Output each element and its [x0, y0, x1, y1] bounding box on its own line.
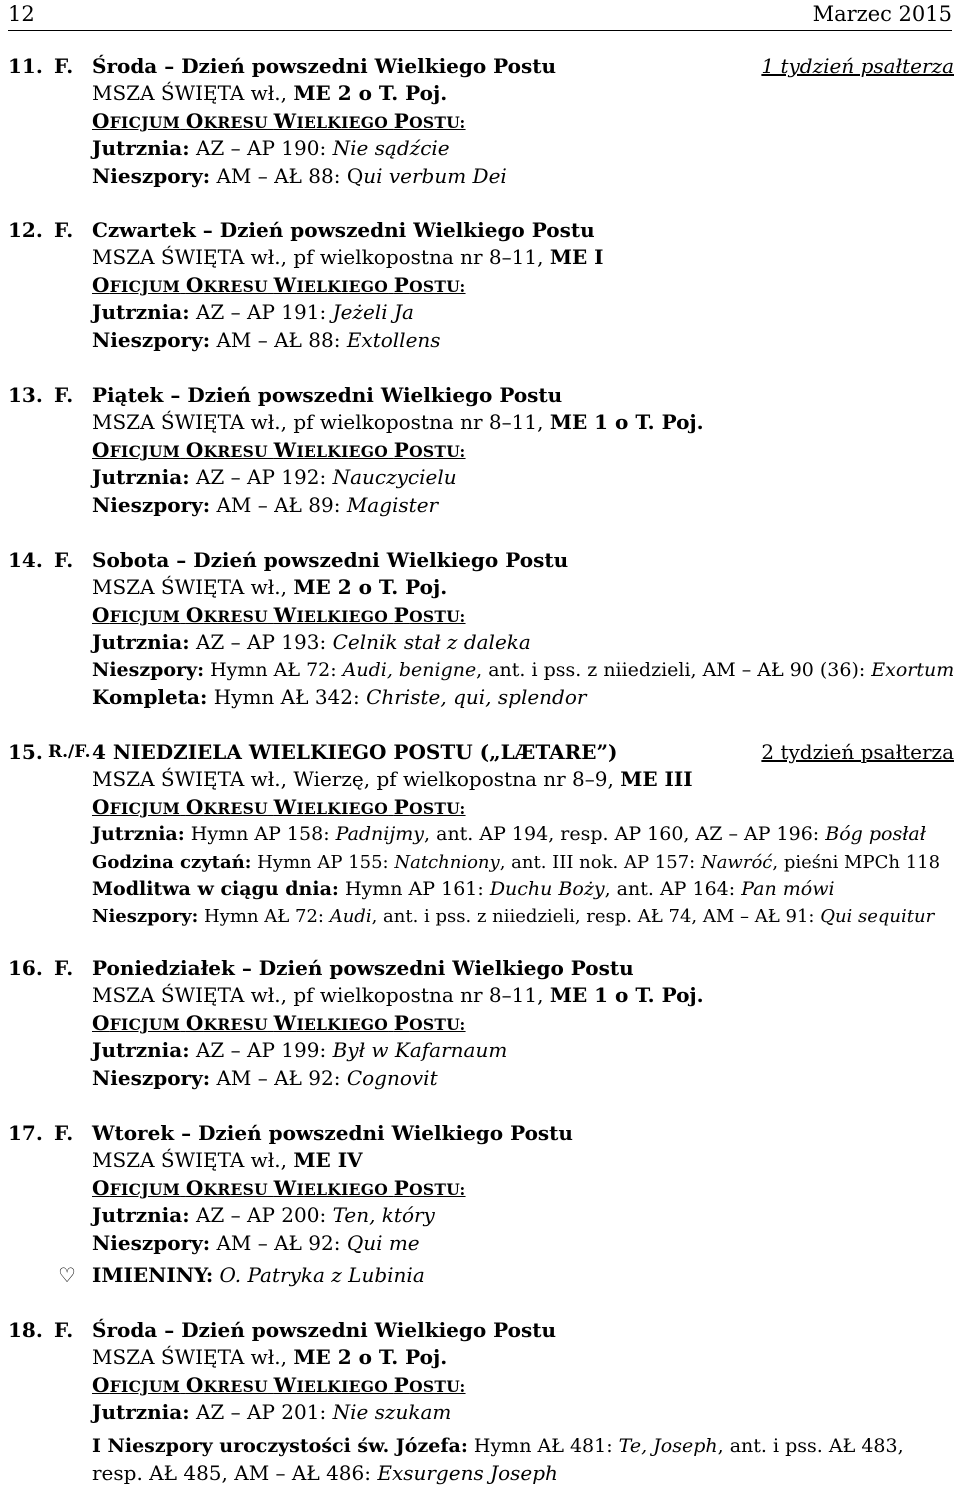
office-heading: OFICJUM OKRESU WIELKIEGO POSTU: — [92, 272, 466, 297]
daytime-prayer-line: Modlitwa w ciągu dnia: Hymn AP 161: Duchu Boży, ant. AP 164: Pan mówi — [92, 877, 835, 900]
lauds-line: Jutrznia: AZ – AP 199: Był w Kafarnaum — [92, 1038, 508, 1063]
day-number: 17. — [8, 1121, 43, 1145]
first-vespers-line: I Nieszpory uroczystości św. Józefa: Hymn AŁ 481: Te, Joseph, ant. i pss. AŁ 483, — [92, 1434, 904, 1457]
day-entry — [8, 217, 954, 354]
day-title: Środa – Dzień powszedni Wielkiego Postu — [92, 54, 557, 78]
mass-line: MSZA ŚWIĘTA wł., pf wielkopostna nr 8–11, ME I — [92, 245, 604, 270]
day-entry — [8, 1317, 954, 1487]
day-number: 11. — [8, 54, 43, 78]
lauds-line: Jutrznia: AZ – AP 193: Celnik stał z daleka — [92, 630, 531, 655]
day-entry — [8, 382, 954, 519]
lauds-line: Jutrznia: AZ – AP 201: Nie szukam — [92, 1400, 452, 1425]
office-heading: OFICJUM OKRESU WIELKIEGO POSTU: — [92, 437, 466, 462]
page-number: 12 — [8, 2, 35, 26]
day-number: 15. — [8, 740, 43, 764]
mass-line: MSZA ŚWIĘTA wł., ME 2 o T. Poj. — [92, 1345, 448, 1370]
lauds-line: Jutrznia: AZ – AP 192: Nauczycielu — [92, 465, 457, 490]
vespers-line: Nieszpory: AM – AŁ 89: Magister — [92, 492, 439, 517]
mass-line: MSZA ŚWIĘTA wł., ME IV — [92, 1148, 363, 1173]
office-heading: OFICJUM OKRESU WIELKIEGO POSTU: — [92, 602, 466, 627]
day-rank: F. — [54, 1318, 74, 1342]
mass-line: MSZA ŚWIĘTA wł., Wierzę, pf wielkopostna nr 8–9, ME III — [92, 767, 693, 792]
day-entry — [8, 955, 954, 1092]
day-title: Piątek – Dzień powszedni Wielkiego Postu — [92, 383, 563, 407]
day-entry — [8, 53, 954, 190]
office-heading: OFICJUM OKRESU WIELKIEGO POSTU: — [92, 108, 466, 133]
vespers-line: Nieszpory: Hymn AŁ 72: Audi, ant. i pss. z niiedzieli, resp. AŁ 74, AM – AŁ 91: Qui sequitur — [92, 906, 935, 928]
day-rank: F. — [54, 1121, 74, 1145]
day-number: 12. — [8, 218, 43, 242]
day-rank: F. — [54, 548, 74, 572]
lauds-line: Jutrznia: Hymn AP 158: Padnijmy, ant. AP 194, resp. AP 160, AZ – AP 196: Bóg posłał — [92, 823, 926, 846]
day-title: 4 NIEDZIELA WIELKIEGO POSTU („LÆTARE”) — [92, 740, 618, 764]
mass-line: MSZA ŚWIĘTA wł., ME 2 o T. Poj. — [92, 575, 448, 600]
day-rank: R./F. — [48, 742, 91, 762]
lauds-line: Jutrznia: AZ – AP 191: Jeżeli Ja — [92, 300, 414, 325]
day-entry — [8, 1120, 954, 1289]
day-title: Środa – Dzień powszedni Wielkiego Postu — [92, 1318, 557, 1342]
vespers-line: Nieszpory: Hymn AŁ 72: Audi, benigne, ant. i pss. z niiedzieli, AM – AŁ 90 (36): Exortum — [92, 658, 955, 681]
office-heading: OFICJUM OKRESU WIELKIEGO POSTU: — [92, 1175, 466, 1200]
day-title: Wtorek – Dzień powszedni Wielkiego Postu — [92, 1121, 573, 1145]
day-entry — [8, 547, 954, 711]
day-title: Sobota – Dzień powszedni Wielkiego Postu — [92, 548, 569, 572]
day-title: Poniedziałek – Dzień powszedni Wielkiego Postu — [92, 956, 634, 980]
day-number: 14. — [8, 548, 43, 572]
vespers-line: Nieszpory: AM – AŁ 88: Qui verbum Dei — [92, 163, 507, 188]
heart-outline-icon: ♡ — [58, 1262, 76, 1287]
office-heading: OFICJUM OKRESU WIELKIEGO POSTU: — [92, 794, 466, 819]
vespers-line: Nieszpory: AM – AŁ 92: Qui me — [92, 1230, 420, 1255]
day-number: 13. — [8, 383, 43, 407]
lauds-line: Jutrznia: AZ – AP 190: Nie sądźcie — [92, 136, 450, 161]
day-entry — [8, 739, 954, 931]
mass-line: MSZA ŚWIĘTA wł., pf wielkopostna nr 8–11, ME 1 o T. Poj. — [92, 983, 704, 1008]
vespers-line: Nieszpory: AM – AŁ 92: Cognovit — [92, 1065, 438, 1090]
day-rank: F. — [54, 383, 74, 407]
compline-line: Kompleta: Hymn AŁ 342: Christe, qui, splendor — [92, 684, 587, 709]
office-heading: OFICJUM OKRESU WIELKIEGO POSTU: — [92, 1010, 466, 1035]
office-of-readings-line: Godzina czytań: Hymn AP 155: Natchniony, ant. III nok. AP 157: Nawróć, pieśni MPCh 118 — [92, 851, 941, 873]
day-rank: F. — [54, 54, 74, 78]
office-heading: OFICJUM OKRESU WIELKIEGO POSTU: — [92, 1372, 466, 1397]
psalter-week: 2 tydzień psałterza — [761, 740, 954, 764]
month-label: Marzec 2015 — [812, 2, 952, 26]
mass-line: MSZA ŚWIĘTA wł., pf wielkopostna nr 8–11, ME 1 o T. Poj. — [92, 410, 704, 435]
vespers-line: Nieszpory: AM – AŁ 88: Extollens — [92, 327, 441, 352]
day-rank: F. — [54, 956, 74, 980]
page-header — [8, 0, 952, 31]
lauds-line: Jutrznia: AZ – AP 200: Ten, który — [92, 1203, 435, 1228]
day-title: Czwartek – Dzień powszedni Wielkiego Postu — [92, 218, 595, 242]
psalter-week: 1 tydzień psałterza — [761, 54, 954, 78]
first-vespers-continued: resp. AŁ 485, AM – AŁ 486: Exsurgens Joseph — [92, 1460, 558, 1485]
day-number: 18. — [8, 1318, 43, 1342]
name-day-line: IMIENINY: O. Patryka z Lubinia — [92, 1262, 425, 1287]
day-number: 16. — [8, 956, 43, 980]
mass-line: MSZA ŚWIĘTA wł., ME 2 o T. Poj. — [92, 81, 448, 106]
day-rank: F. — [54, 218, 74, 242]
